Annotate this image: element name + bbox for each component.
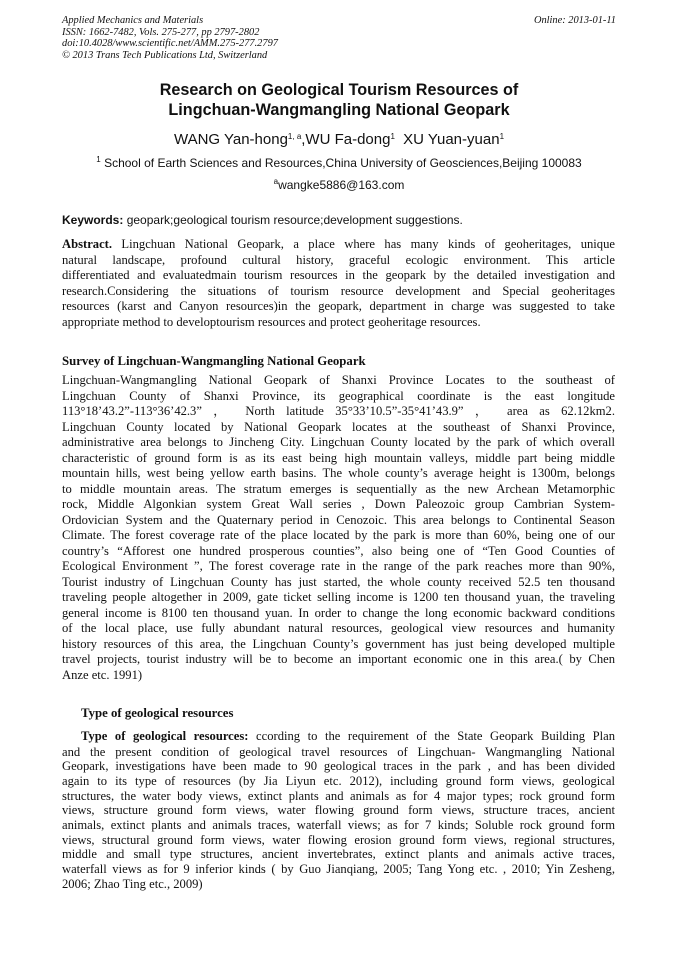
author: WANG Yan-hong	[173, 131, 288, 148]
author-sup: 1, a	[287, 132, 302, 141]
abstract-text: Lingchuan National Geopark, a place where has many kinds of geoheritages, unique	[112, 237, 615, 251]
title-line: Lingchuan-Wangmangling National Geopark	[168, 101, 510, 119]
affiliation	[0, 156, 678, 170]
types-line: middle and small type structures, ancient invertebrates, extinct plants and animals active traces,	[62, 847, 615, 862]
survey-line: Tourist industry of Lingchuan County has just started, the whole county received 52.5 ten thousand	[62, 574, 615, 589]
abstract-line: research.Considering the situations of tourism resource development and Special geoheritages	[62, 283, 615, 298]
keywords-text: geopark;geological tourism resource;development suggestions.	[123, 213, 463, 227]
survey-line: Ecological Environment ”, The forest coverage rate in the range of the park reaches more than 90%,	[62, 559, 615, 573]
survey-line: Lingchuan-Wangmangling National Geopark of Shanxi Province Locates to the southeast of	[62, 373, 615, 387]
survey-body	[62, 373, 615, 683]
types-line: Geopark, investigations have been made to 90 geological traces in the park , and has been divided	[62, 759, 615, 774]
types-line	[62, 729, 615, 745]
survey-line: general income is 8100 ten thousand yuan. In order to change the long economic backward conditions	[62, 605, 615, 620]
types-line: and the present condition of geological travel resources of Lingchuan- Wangmangling National	[62, 744, 615, 759]
abstract-line: appropriate method to developtourism resources and protect geoheritage resources.	[62, 314, 481, 329]
survey-line: country’s “Afforest one hundred prosperous counties”, also being one of “Ten Good Counties of	[62, 543, 615, 558]
survey-line: Climate. The forest coverage rate of the place located by the park is more than 60%, being one of our	[62, 528, 615, 542]
email	[0, 178, 678, 192]
types-line: again to its type of resources (by Jia Liyun etc. 2012), including ground form views, geological	[62, 773, 615, 788]
types-line: views, structure ground form views, water flowing ground form views, structure traces, ancient	[62, 803, 615, 818]
survey-line: Ordovician System and the Quaternary period in Cenozoic. This area belongs to Continental Season	[62, 512, 615, 527]
abstract	[62, 237, 615, 330]
abstract-line	[62, 237, 615, 253]
survey-line: administrative area belongs to Jincheng City. Lingchuan County located by the park of which overall	[62, 435, 615, 449]
keywords-label: Keywords:	[62, 213, 124, 227]
abstract-line: differentiated and evaluatedmain tourism resources in the geopark by the detailed investigation and	[62, 268, 615, 282]
survey-line: travel projects, tourist industry will be to become an important economic one in this area.( by Chen	[62, 652, 615, 666]
online-date: Online: 2013-01-11	[533, 15, 616, 26]
survey-line: 113°18’43.2”-113°36’42.3” ， North latitude 35°33’10.5”-35°41’43.9” ， area as 62.12km2.	[62, 404, 615, 418]
section-heading-survey: Survey of Lingchuan-Wangmangling National Geopark	[62, 354, 366, 368]
survey-line: characteristic of ground form is as its east being high mountain valleys, middle part being middle	[62, 450, 615, 465]
email-text[interactable]: wangke5886@163.com	[278, 178, 405, 192]
types-text: ccording to the requirement of the State Geopark Building Plan	[248, 729, 615, 743]
email-sup: a	[273, 177, 279, 186]
types-body	[62, 729, 615, 891]
survey-line: Anze etc. 1991)	[62, 667, 143, 682]
aff-text: School of Earth Sciences and Resources,China University of Geosciences,Beijing 100083	[100, 156, 582, 170]
section-heading-types: Type of geological resources	[81, 706, 234, 720]
aff-sup: 1	[96, 155, 101, 164]
keywords	[62, 213, 463, 227]
survey-line: rock, Middle Algonkian system Great Wall series , Down Paleozoic group Cambrian System-	[62, 497, 615, 511]
title-line: Research on Geological Tourism Resources of	[159, 81, 519, 99]
survey-line: mountain hills, west being yellow earth basins. The whole county’s average height is 1300m, belongs	[62, 466, 615, 480]
abstract-line: resources (karst and Canyon resources)in the geopark, department in charge was suggested to take	[62, 299, 615, 313]
types-line: 2006; Zhao Ting etc., 2009)	[62, 876, 203, 891]
author-sup: 1	[499, 132, 505, 141]
author: ,WU Fa-dong	[301, 131, 391, 148]
types-lead: Type of geological resources:	[81, 729, 249, 743]
survey-line: history resources of this area, the Lingchuan County’s government has just being developed multiple	[62, 636, 615, 651]
paper-title	[0, 80, 678, 120]
survey-line: traveling people altogether in 2009, gate ticket selling income is 1200 ten thousand yuan, the traveling	[62, 590, 615, 604]
types-line: views, structural ground form views, water flowing erosion ground form views, regional structures,	[62, 832, 615, 847]
journal-name: Applied Mechanics and Materials	[62, 15, 204, 26]
types-line: waterfall views as for 9 inferior kinds ( by Guo Jianqiang, 2005; Tang Yong etc. , 2010; Yin Zesheng,	[62, 862, 615, 876]
abstract-label: Abstract.	[62, 237, 113, 251]
doi: doi:10.4028/www.scientific.net/AMM.275-277.2797	[62, 38, 278, 50]
survey-line: Lingchuan County of Shanxi Province, its geographical coordinate is the east longitude	[62, 388, 615, 403]
types-line: animals, extinct plants and animals traces, waterfall views; as for 7 kinds; Soluble rock ground form	[62, 817, 615, 832]
author-sup: 1	[390, 132, 395, 141]
issn: ISSN: 1662-7482, Vols. 275-277, pp 2797-2802	[62, 26, 260, 38]
journal-info	[62, 15, 278, 62]
types-line: structures, the water body views, extinct plants and animals as for 4 major types; rock ground form	[62, 788, 615, 803]
abstract-line: natural landscape, profound cultural history, graceful ecologic environment. This article	[62, 252, 615, 267]
survey-line: to middle mountain areas. The stratum emerges is sequentially as the new Archean Metamorphic	[62, 481, 615, 496]
authors	[0, 131, 678, 148]
survey-line: of the local place, use fully abundant natural resources, geological view resources and humanity	[62, 621, 615, 635]
copyright: © 2013 Trans Tech Publications Ltd, Switzerland	[62, 50, 268, 62]
survey-line: Lingchuan County located by National Geopark locates at the southeast of Shanxi Province,	[62, 419, 615, 434]
author: XU Yuan-yuan	[398, 131, 500, 148]
